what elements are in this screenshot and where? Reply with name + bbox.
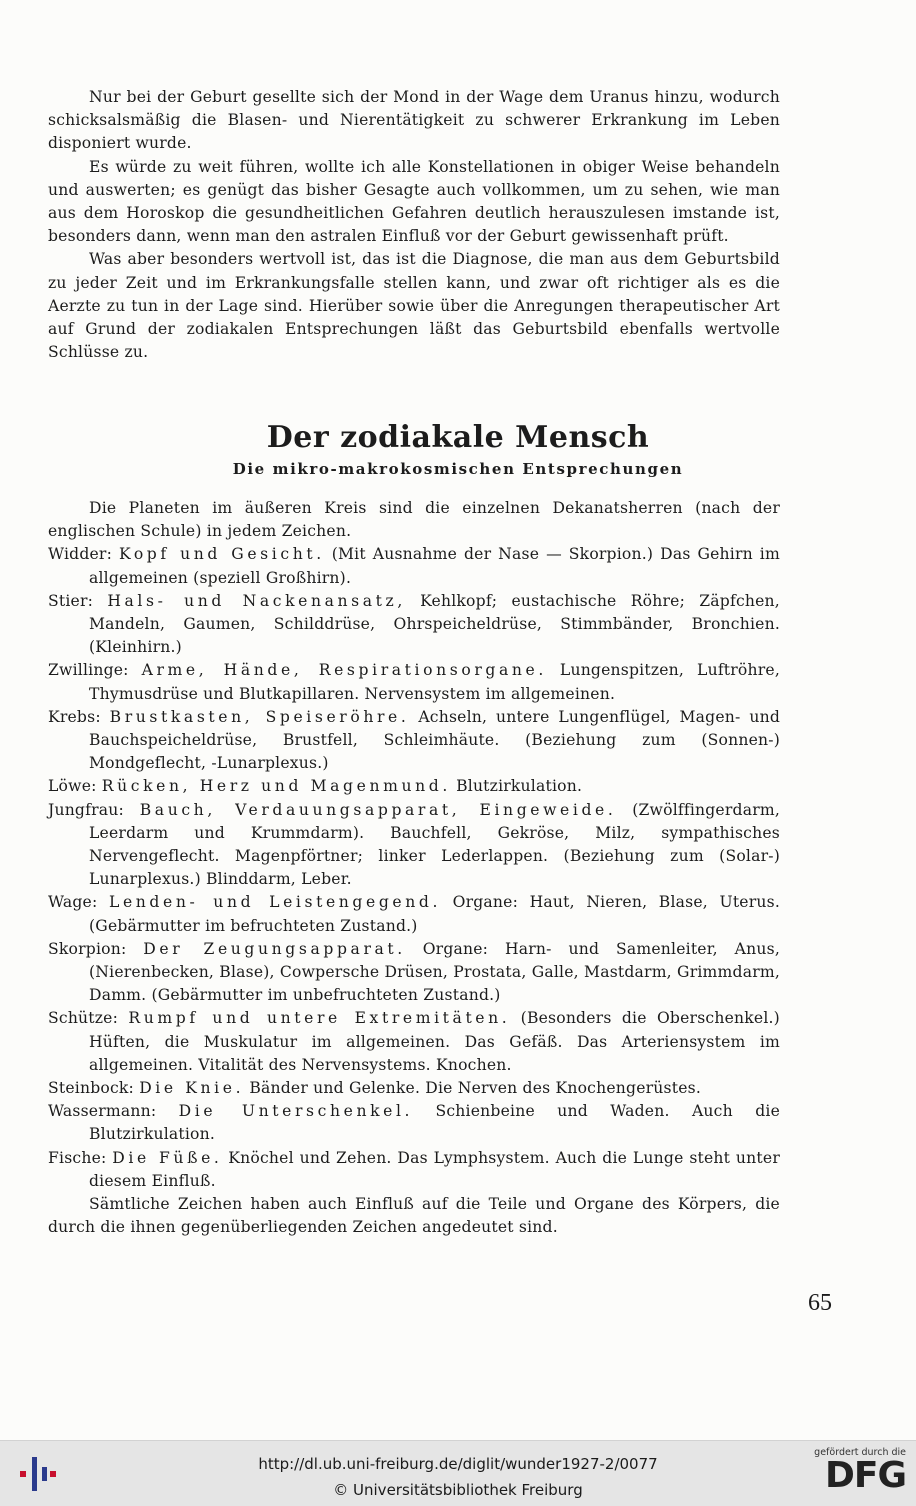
zodiac-sign-label: Steinbock:	[48, 1079, 135, 1098]
lead-paragraph: Die Planeten im äußeren Kreis sind die einzelnen Dekanatsherren (nach der englischen Schule) in jedem Zeichen.	[48, 499, 780, 541]
zodiac-entry	[48, 938, 780, 1008]
zodiac-sign-label: Schütze:	[48, 1009, 119, 1028]
entry-text: Kehlkopf; eustachische Röhre; Zäpfchen, Mandeln, Gaumen, Schilddrüse, Ohrspeicheldrüse, Stimmbänder, Bronchien. (Kleinhirn.)	[89, 591, 780, 657]
entry-text: Blutzirkulation.	[456, 777, 583, 796]
zodiac-sign-label: Stier:	[48, 591, 94, 610]
paragraph: Nur bei der Geburt gesellte sich der Mond in der Wage dem Uranus hinzu, wodurch schicksalsmäßig die Blasen- und Nierentätigkeit zu schwerer Erkrankung im Leben disponiert wurde.	[48, 88, 780, 153]
body-parts-spaced: Die Füße.	[112, 1148, 223, 1167]
body-parts-spaced: Die Unterschenkel.	[178, 1102, 414, 1121]
paragraph: Was aber besonders wertvoll ist, das ist die Diagnose, die man aus dem Geburtsbild zu jeder Zeit und im Erkrankungsfalle stellen kann, und zwar oft richtiger als es die Aerzte zu tun in der Lage sind. Hierüber sowie über die Anregungen therapeutischer Art auf Grund der zodiakalen Entsprechungen läßt das Geburtsbild ebenfalls wertvolle Schlüsse zu.	[48, 250, 780, 362]
body-parts-spaced: Kopf und Gesicht.	[118, 545, 325, 564]
entry-text: Bänder und Gelenke. Die Nerven des Knochengerüstes.	[249, 1079, 701, 1098]
zodiac-sign-label: Jungfrau:	[48, 800, 124, 819]
section-title: Der zodiakale Mensch	[266, 420, 650, 455]
entry-text: Knöchel und Zehen. Das Lymphsystem. Auch die Lunge steht unter diesem Einfluß.	[89, 1148, 780, 1190]
document-url-link[interactable]: http://dl.ub.uni-freiburg.de/diglit/wunder1927-2/0077	[258, 1455, 658, 1473]
entry-text: Schienbeine und Waden. Auch die Blutzirkulation.	[89, 1102, 780, 1144]
body-parts-spaced: Der Zeugungsapparat.	[143, 939, 406, 958]
zodiac-entry	[48, 775, 780, 798]
zodiac-sign-label: Krebs:	[48, 707, 101, 726]
zodiac-entry	[48, 706, 780, 776]
zodiac-entry	[48, 799, 780, 892]
dfg-logo[interactable]: DFG	[824, 1455, 906, 1496]
entry-text: Lungenspitzen, Luftröhre, Thymusdrüse und Blutkapillaren. Nervensystem im allgemeinen.	[89, 661, 781, 703]
zodiac-sign-label: Skorpion:	[48, 939, 127, 958]
zodiac-sign-label: Zwillinge:	[48, 661, 129, 680]
zodiac-entry	[48, 1147, 780, 1193]
body-parts-spaced: Rumpf und untere Extremitäten.	[128, 1009, 511, 1028]
entry-text: Organe: Haut, Nieren, Blase, Uterus. (Gebärmutter im befruchteten Zustand.)	[89, 893, 780, 935]
zodiac-entry	[48, 1007, 780, 1077]
body-parts-spaced: Bauch, Verdauungsapparat, Eingeweide.	[139, 800, 617, 819]
entry-text: (Mit Ausnahme der Nase — Skorpion.) Das Gehirn im allgemeinen (speziell Großhirn).	[89, 545, 780, 587]
body-parts-spaced: Hals- und Nackenansatz,	[107, 591, 406, 610]
closing-paragraph: Sämtliche Zeichen haben auch Einfluß auf die Teile und Organe des Körpers, die durch die ihnen gegenüberliegenden Zeichen angedeutet sind.	[48, 1195, 780, 1237]
zodiac-sign-label: Fische:	[48, 1148, 107, 1167]
zodiac-sign-label: Wage:	[48, 893, 98, 912]
zodiac-sign-label: Widder:	[48, 545, 113, 564]
page-number: 65	[808, 1290, 832, 1316]
entry-text: (Zwölffingerdarm, Leerdarm und Krummdarm). Bauchfell, Gekröse, Milz, sympathisches Nervengeflecht. Magenpförtner; linker Lederlappen. (Beziehung zum (Solar-) Lunarplexus.) Blinddarm, Leber.	[89, 800, 780, 889]
zodiac-entry	[48, 590, 780, 660]
zodiac-list	[48, 497, 780, 1240]
body-parts-spaced: Lenden- und Leistengegend.	[109, 893, 442, 912]
zodiac-entry	[48, 659, 780, 705]
zodiac-sign-label: Löwe:	[48, 777, 97, 796]
body-parts-spaced: Arme, Hände, Respirationsorgane.	[141, 661, 547, 680]
body-parts-spaced: Die Knie.	[139, 1079, 245, 1098]
zodiac-entry	[48, 543, 780, 589]
section-subtitle: Die mikro-makrokosmischen Entsprechungen	[232, 460, 684, 478]
sponsor-note: gefördert durch die	[814, 1447, 906, 1458]
intro-text	[48, 86, 780, 364]
zodiac-entry	[48, 891, 780, 937]
entry-text: Organe: Harn- und Samenleiter, Anus, (Nierenbecken, Blase), Cowpersche Drüsen, Prostata, Galle, Mastdarm, Grimmdarm, Damm. (Gebärmutter im unbefruchteten Zustand.)	[89, 939, 780, 1005]
entry-text: (Besonders die Oberschenkel.) Hüften, die Muskulatur im allgemeinen. Das Gefäß. Das Arteriensystem im allgemeinen. Vitalität des Nervensystems. Knochen.	[89, 1009, 780, 1074]
entry-list	[48, 543, 780, 1193]
body-parts-spaced: Rücken, Herz und Magenmund.	[101, 777, 451, 796]
body-parts-spaced: Brustkasten, Speiseröhre.	[109, 707, 410, 726]
copyright-text: © Universitätsbibliothek Freiburg	[333, 1481, 583, 1499]
zodiac-sign-label: Wassermann:	[48, 1102, 157, 1121]
entry-text: Achseln, untere Lungenflügel, Magen- und Bauchspeicheldrüse, Brustfell, Schleimhäute. (Beziehung zum (Sonnen-) Mondgeflecht, -Lunarplexus.)	[89, 707, 780, 773]
zodiac-entry	[48, 1100, 780, 1146]
zodiac-entry	[48, 1077, 780, 1100]
footer-bar	[0, 1440, 916, 1506]
paragraph: Es würde zu weit führen, wollte ich alle Konstellationen in obiger Weise behandeln und auswerten; es genügt das bisher Gesagte auch vollkommen, um zu sehen, wie man aus dem Horoskop die gesundheitlichen Gefahren deutlich herauszulesen imstande ist, besonders dann, wenn man den astralen Einfluß vor der Geburt gewissenhaft prüft.	[48, 157, 780, 246]
